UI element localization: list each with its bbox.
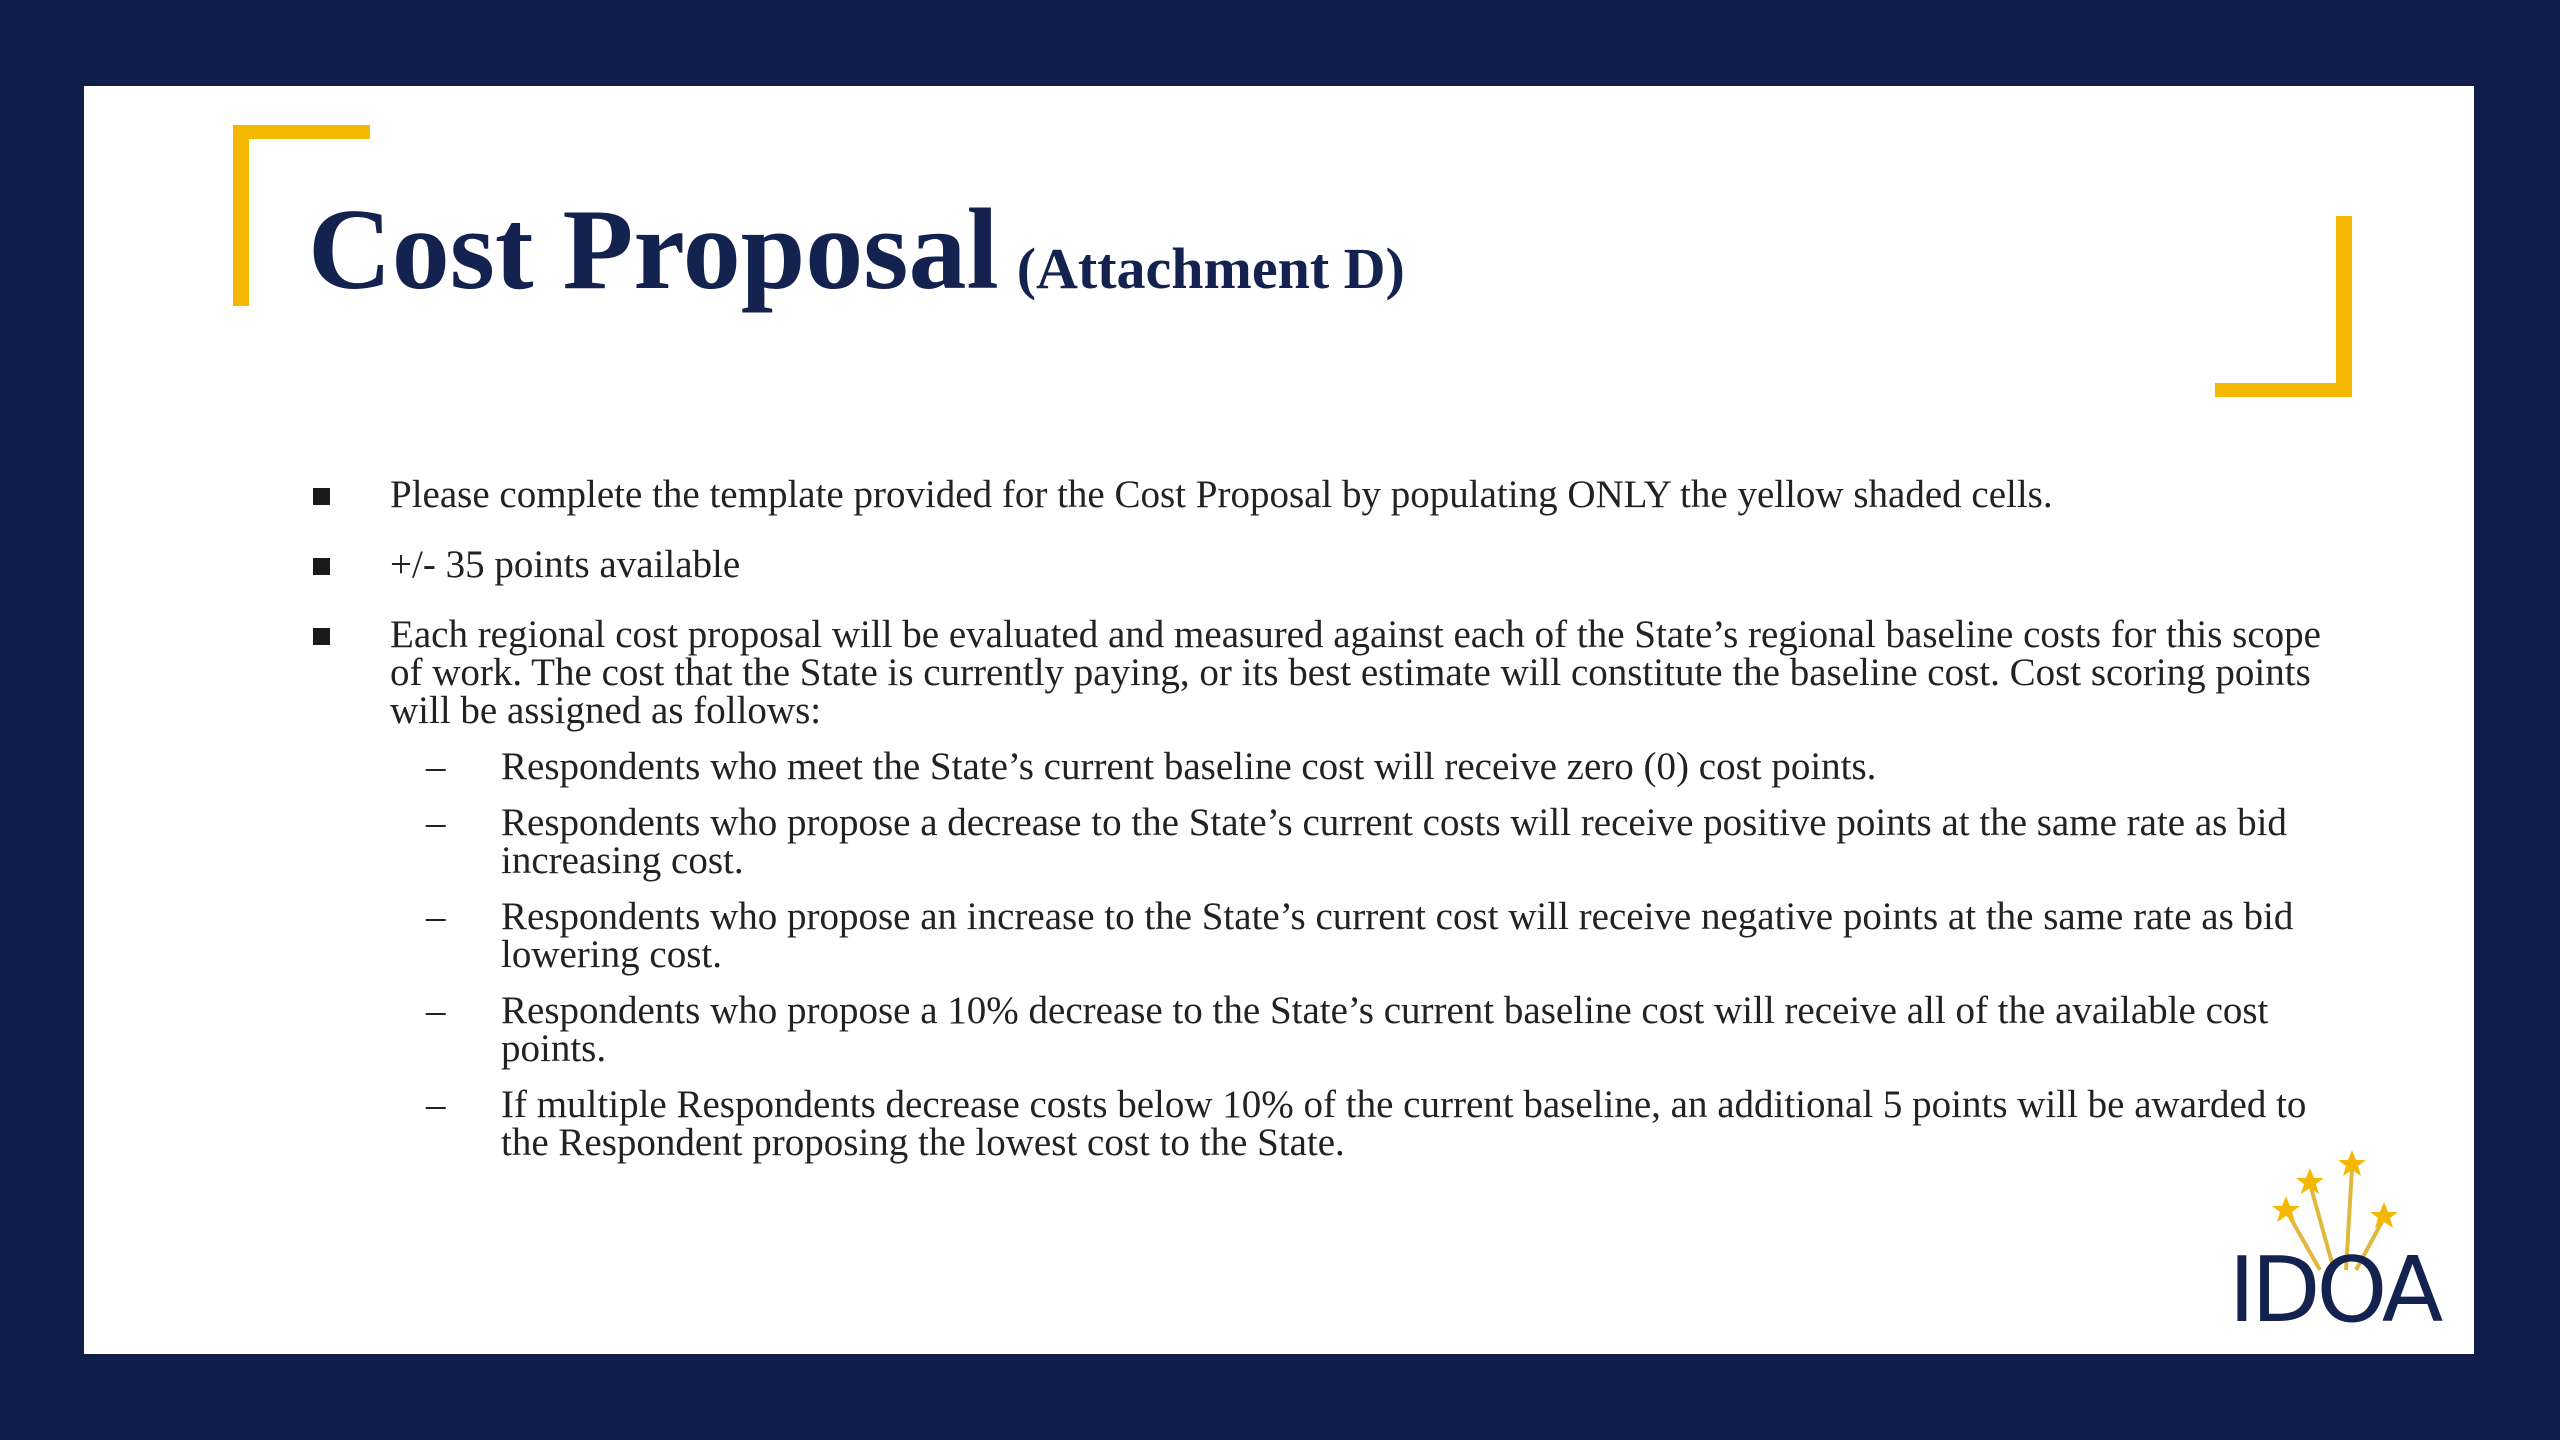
title-main: Cost Proposal [308,186,999,314]
bullet-item [308,613,2348,1164]
sub-bullet-list [390,745,2348,1164]
accent-corner-top-left-horizontal [233,125,370,139]
bullet-item [308,543,2348,586]
slide-title [308,186,1405,314]
sub-bullet-item [390,1083,2348,1164]
sub-bullet-item [390,895,2348,976]
bullet-item [308,473,2348,516]
sub-bullet-text: Respondents who propose an increase to the State’s current cost will receive negative points at the same rate as bid lowering cost. [501,895,2294,976]
bullet-text: +/- 35 points available [390,543,741,586]
idoa-logo [2224,1146,2444,1343]
sub-bullet-item [390,745,2348,788]
bullet-text: Please complete the template provided for the Cost Proposal by populating ONLY the yellow shaded cells. [390,473,2053,516]
accent-corner-bottom-right-horizontal [2215,383,2352,397]
sub-bullet-text: Respondents who propose a 10% decrease to the State’s current baseline cost will receive all of the available cost points. [501,989,2269,1070]
dash-marker: – [426,745,446,788]
slide [84,86,2474,1354]
bullet-text: Each regional cost proposal will be evaluated and measured against each of the State’s regional baseline costs for this scope of work. The cost that the State is currently paying, or its best estimate will constitute the baseline cost. Cost scoring points will be assigned as follows: [390,613,2321,732]
accent-corner-top-left-vertical [233,125,249,306]
title-subtitle: (Attachment D) [1016,236,1405,301]
logo-text: IDOA [2228,1238,2440,1343]
sub-bullet-text: Respondents who meet the State’s current baseline cost will receive zero (0) cost points. [501,745,1877,788]
accent-corner-bottom-right-vertical [2336,216,2352,397]
bullet-list [308,473,2348,1194]
dash-marker: – [426,801,446,844]
dash-marker: – [426,1083,446,1126]
sub-bullet-text: Respondents who propose a decrease to the State’s current costs will receive positive points at the same rate as bid increasing cost. [501,801,2287,882]
sub-bullet-item [390,801,2348,882]
sub-bullet-text: If multiple Respondents decrease costs below 10% of the current baseline, an additional 5 points will be awarded to the Respondent proposing the lowest cost to the State. [501,1083,2307,1164]
sub-bullet-item [390,989,2348,1070]
dash-marker: – [426,989,446,1032]
dash-marker: – [426,895,446,938]
